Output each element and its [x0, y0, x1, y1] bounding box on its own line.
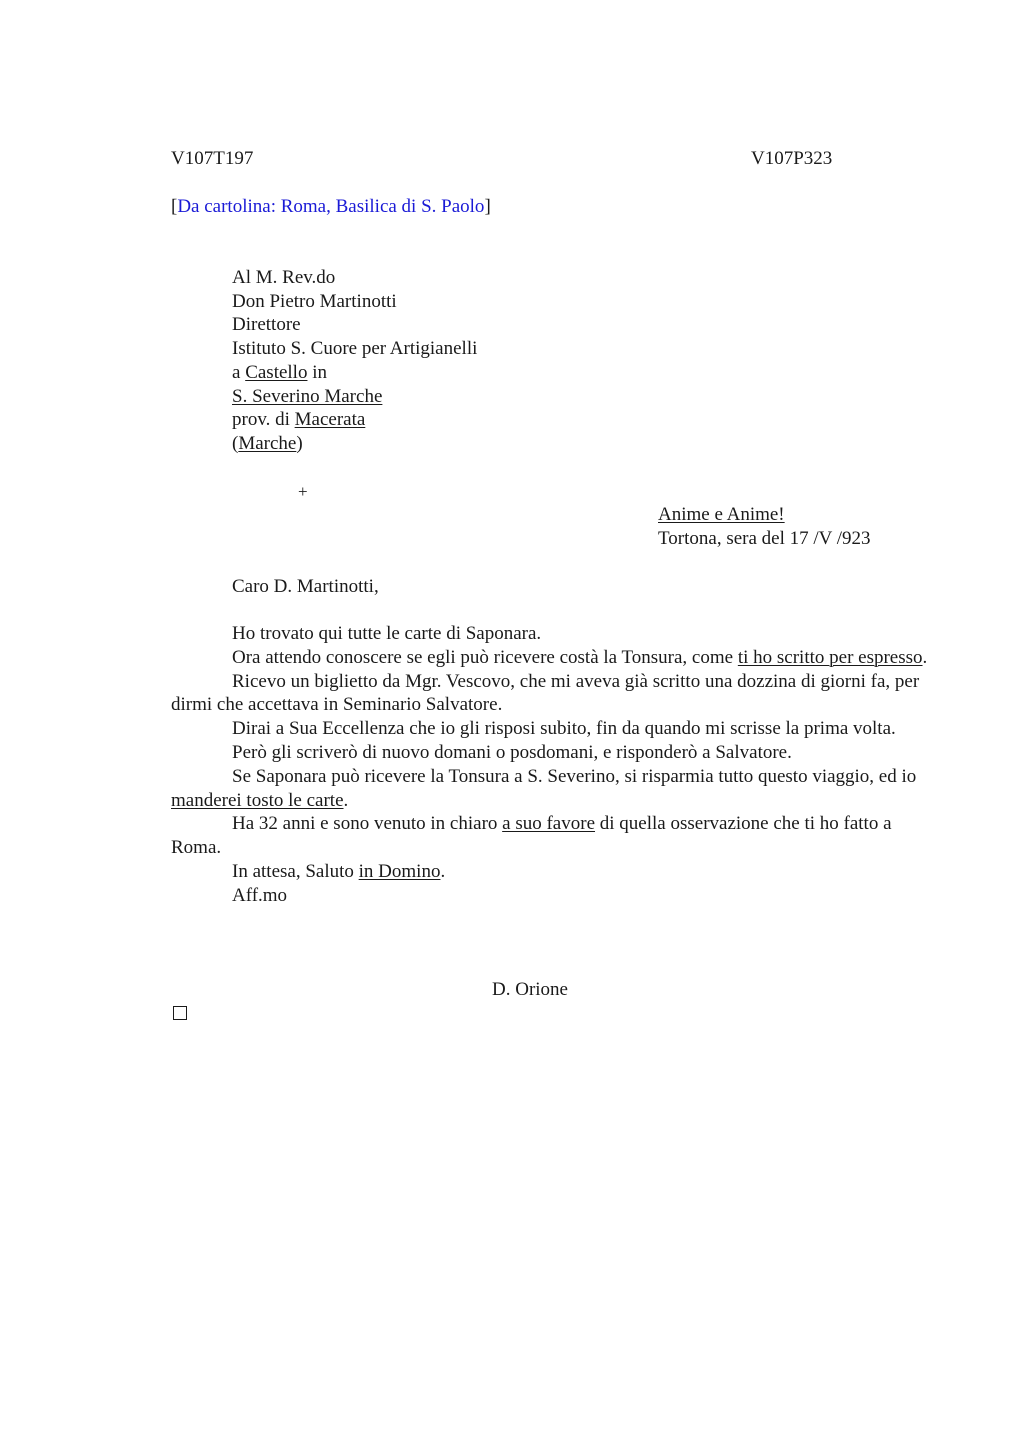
body-underlined: a suo favore: [502, 813, 596, 835]
source-note-text: Da cartolina: Roma, Basilica di S. Paolo: [177, 196, 485, 217]
bracket-open: [: [171, 196, 178, 217]
address-line: Don Pietro Martinotti: [232, 290, 397, 312]
address-line: Istituto S. Cuore per Artigianelli: [232, 338, 478, 360]
body-text: In attesa, Saluto: [232, 860, 359, 882]
body-text: Ha 32 anni e sono venuto in chiaro: [232, 813, 503, 835]
body-paragraph: [171, 646, 931, 670]
address-text: (: [232, 432, 239, 454]
body-text: Se Saponara può ricevere la Tonsura a S. Severino, si risparmia tutto questo viaggio, ed io: [232, 765, 917, 787]
address-underlined: Marche: [238, 432, 297, 454]
letter-heading: [658, 503, 871, 550]
body-text: .: [922, 646, 928, 668]
body-text: .: [440, 860, 446, 882]
body-text: di quella osservazione che ti ho fatto a Roma.: [171, 813, 892, 859]
body-paragraph: Dirai a Sua Eccellenza che io gli risposi subito, fin da quando mi scrisse la prima volta.: [232, 718, 896, 740]
document-code-right: V107P323: [751, 148, 833, 169]
signature: D. Orione: [492, 979, 568, 1000]
address-text: in: [307, 361, 327, 383]
bracket-close: ]: [484, 196, 491, 217]
document-code-left: V107T197: [171, 148, 254, 169]
address-line: Direttore: [232, 314, 301, 336]
source-note: [171, 195, 491, 219]
cross-mark: +: [298, 482, 308, 501]
closing: Aff.mo: [232, 884, 288, 906]
address-underlined: Castello: [245, 361, 308, 383]
body-underlined: ti ho scritto per espresso: [737, 646, 923, 668]
body-paragraph: Ho trovato qui tutte le carte di Saponara.: [232, 623, 542, 644]
place-date: Tortona, sera del 17 /V /923: [658, 527, 871, 549]
body-underlined: manderei tosto le carte: [171, 789, 344, 811]
address-block: [232, 266, 477, 456]
address-line: [232, 432, 477, 456]
address-line: Al M. Rev.do: [232, 267, 336, 288]
address-text: ): [296, 432, 303, 454]
motto: Anime e Anime!: [658, 504, 785, 525]
address-line: [232, 361, 477, 385]
body-paragraph: Ricevo un biglietto da Mgr. Vescovo, che mi aveva già scritto una dozzina di giorni fa, per dirmi che accettava in Seminario Salvatore.: [171, 670, 920, 716]
body-text: Ora attendo conoscere se egli può ricevere costà la Tonsura, come: [232, 646, 738, 668]
address-underlined: S. Severino Marche: [232, 385, 383, 407]
address-underlined: Macerata: [294, 409, 366, 431]
address-text: prov. di: [232, 409, 295, 431]
address-text: a: [232, 361, 246, 383]
address-line: [232, 385, 477, 409]
body-paragraph: Però gli scriverò di nuovo domani o posdomani, e risponderò a Salvatore.: [232, 741, 792, 763]
body-paragraph: [171, 860, 931, 884]
address-line: [232, 408, 477, 432]
end-mark-box: [173, 1006, 187, 1020]
letter-body: [171, 622, 931, 908]
body-paragraph: [171, 812, 931, 860]
salutation: Caro D. Martinotti,: [232, 576, 379, 597]
body-underlined: in Domino: [358, 860, 441, 882]
body-text: .: [343, 789, 349, 811]
body-paragraph: [171, 765, 931, 813]
